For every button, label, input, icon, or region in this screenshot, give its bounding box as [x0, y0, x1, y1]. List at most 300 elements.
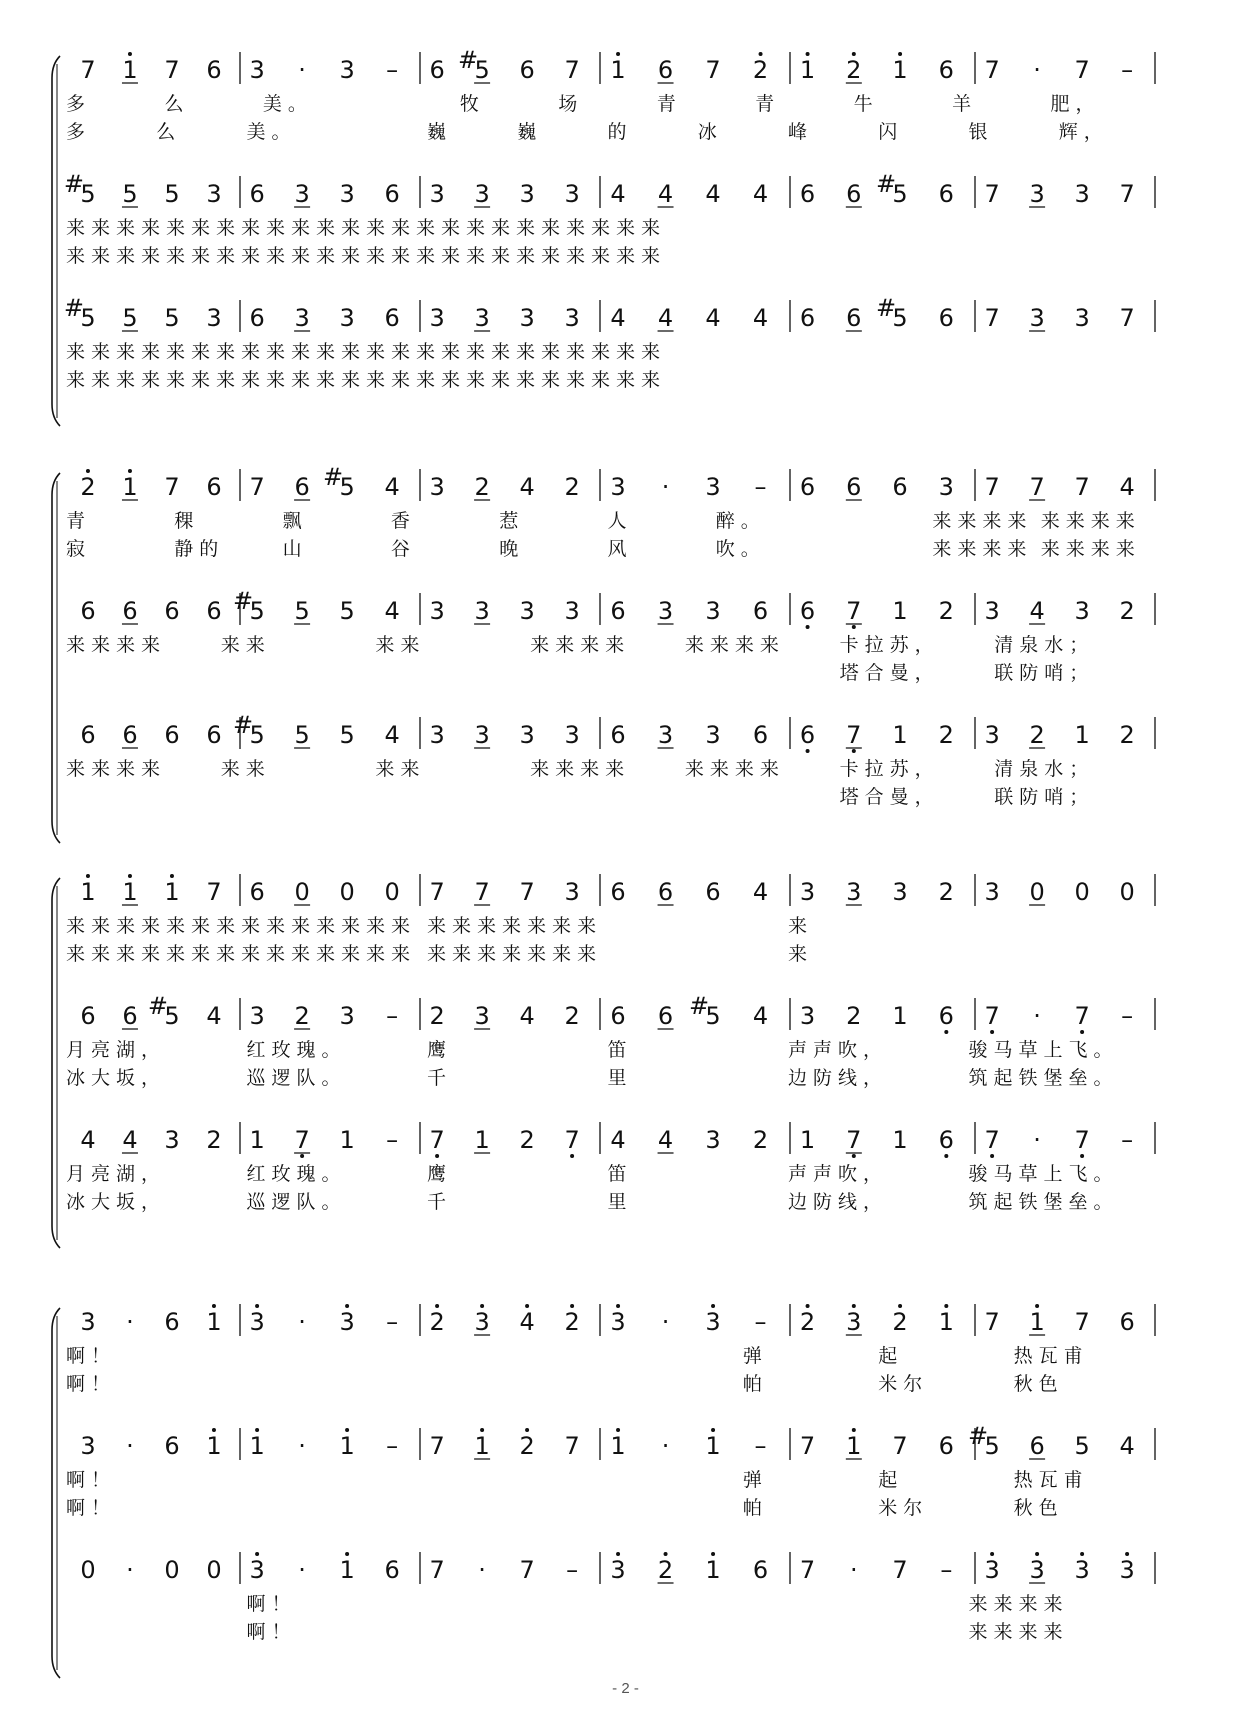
octave-up-dot: [711, 1304, 715, 1308]
lyric-text: 声声吹，: [788, 1039, 889, 1061]
lyric-text: 肥，: [1050, 93, 1101, 115]
octave-down-dot: [852, 625, 856, 629]
note: 2: [80, 473, 96, 501]
note: 3: [657, 597, 674, 625]
note: 2: [519, 1126, 535, 1154]
note: 6: [384, 1556, 400, 1584]
note: 4: [519, 1002, 535, 1030]
note: 6: [752, 597, 769, 625]
octave-up-dot: [1035, 1552, 1039, 1556]
note: 5: [164, 180, 180, 208]
note: 7: [705, 56, 721, 84]
note: 1: [474, 1432, 490, 1460]
note: 7: [892, 1432, 908, 1460]
lyric-text: 里: [607, 1191, 633, 1213]
octave-up-dot: [1080, 1552, 1084, 1556]
note: 2: [429, 1002, 445, 1030]
lyric-text: 来来来来: [932, 538, 1033, 560]
sharp-sign: #: [233, 587, 254, 615]
note: 6: [657, 878, 674, 906]
lyric-text: 来来: [375, 634, 426, 656]
note: 6: [846, 304, 862, 332]
lyric-text: 来来来来: [530, 758, 631, 780]
note: ·: [478, 1556, 486, 1584]
lyric-text: 啊！: [66, 1469, 117, 1491]
octave-down-dot: [852, 749, 856, 753]
note: 6: [80, 597, 96, 625]
lyric-text: 来来: [220, 758, 271, 780]
note: 3: [339, 180, 355, 208]
note: 7: [519, 1556, 535, 1584]
octave-up-dot: [128, 469, 132, 473]
note: 3: [206, 304, 222, 332]
note: 3: [249, 1308, 265, 1336]
note: 3: [984, 597, 1000, 625]
note: 3: [564, 597, 580, 625]
note: 7: [429, 1432, 445, 1460]
sharp-sign: #: [63, 170, 85, 198]
note: 6: [799, 721, 816, 749]
octave-down-dot: [806, 625, 810, 629]
note: 3: [519, 597, 535, 625]
octave-up-dot: [990, 1552, 994, 1556]
note: 7: [1074, 1126, 1090, 1154]
note: 3: [294, 304, 310, 332]
lyric-text: 寂: [66, 538, 92, 560]
note: ·: [850, 1556, 858, 1584]
octave-down-dot: [806, 749, 810, 753]
note: 0: [384, 878, 400, 906]
lyric-text: 筑起铁堡垒。: [968, 1067, 1119, 1089]
octave-up-dot: [525, 1428, 529, 1432]
note: 3: [1074, 180, 1090, 208]
lyric-text: 笛: [607, 1039, 633, 1061]
note: 4: [610, 304, 626, 332]
note: 3: [164, 1126, 180, 1154]
lyric-text: 人: [607, 510, 633, 532]
note: 6: [164, 721, 180, 749]
note: 1: [892, 721, 908, 749]
note: 4: [384, 721, 400, 749]
note: 3: [610, 1556, 626, 1584]
lyric-text: 冰大坂，: [66, 1191, 167, 1213]
lyric-text: 啊！: [66, 1497, 117, 1519]
note: 7: [564, 1126, 580, 1154]
lyric-text: 清泉水；: [994, 634, 1095, 656]
lyric-text: 米尔: [878, 1373, 929, 1395]
note: 3: [1074, 597, 1090, 625]
note: 6: [294, 473, 310, 501]
note: –: [754, 1432, 767, 1460]
page-number: - 2 -: [612, 1680, 639, 1697]
note: 5: [339, 721, 355, 749]
note: 6: [206, 721, 222, 749]
note: 3: [984, 1556, 1000, 1584]
note: 7: [164, 473, 180, 501]
lyric-text: 骏马草上飞。: [968, 1039, 1119, 1061]
note: 2: [938, 597, 954, 625]
note: 3: [474, 1308, 490, 1336]
lyric-text: 来来来来: [66, 634, 167, 656]
note: ·: [1033, 56, 1041, 84]
note: 2: [846, 1002, 862, 1030]
note: 4: [519, 473, 535, 501]
lyric-text: 起: [878, 1469, 904, 1491]
note: 5: [294, 721, 310, 749]
note: 2: [206, 1126, 222, 1154]
note: 1: [610, 56, 626, 84]
note: 7: [846, 597, 862, 625]
note: 5: [80, 180, 96, 208]
note: 6: [846, 180, 862, 208]
note: 6: [429, 56, 445, 84]
note: 6: [799, 180, 816, 208]
note: 0: [1074, 878, 1090, 906]
lyric-text: 来来来来来来来来来来来来来来来来来来来来来来来来: [66, 217, 667, 239]
note: ·: [661, 1308, 670, 1336]
note: 6: [752, 1556, 769, 1584]
note: 1: [892, 597, 908, 625]
note: 4: [705, 180, 721, 208]
note: 2: [1119, 597, 1135, 625]
lyric-text: 静的: [174, 538, 225, 560]
note: 3: [339, 1308, 355, 1336]
note: 3: [206, 180, 222, 208]
note: 3: [564, 721, 580, 749]
lyric-text: 稞: [174, 510, 200, 532]
lyric-text: 千: [427, 1191, 453, 1213]
note: 5: [80, 304, 96, 332]
note: 0: [164, 1556, 180, 1584]
note: 3: [519, 304, 535, 332]
note: 1: [122, 473, 138, 501]
octave-up-dot: [128, 52, 132, 56]
note: 5: [339, 473, 355, 501]
note: 7: [429, 878, 445, 906]
note: ·: [661, 1432, 670, 1460]
lyric-text: 弹: [742, 1345, 768, 1367]
octave-up-dot: [86, 874, 90, 878]
octave-down-dot: [435, 1154, 439, 1158]
note: –: [386, 1432, 399, 1460]
note: 1: [892, 1126, 908, 1154]
note: 1: [1029, 1308, 1045, 1336]
sharp-sign: #: [876, 294, 897, 322]
note: –: [940, 1556, 953, 1584]
note: 7: [984, 180, 1000, 208]
note: 2: [474, 473, 490, 501]
octave-up-dot: [664, 1552, 668, 1556]
note: 4: [1119, 473, 1135, 501]
note: 6: [610, 878, 626, 906]
note: 1: [122, 56, 138, 84]
note: 4: [1119, 1432, 1135, 1460]
lyric-text: 边防线，: [788, 1067, 889, 1089]
lyric-text: 红玫瑰。: [246, 1163, 347, 1185]
octave-up-dot: [616, 52, 620, 56]
note: 3: [80, 1432, 96, 1460]
note: 6: [799, 304, 816, 332]
lyric-text: 起: [878, 1345, 904, 1367]
note: 2: [657, 1556, 674, 1584]
system-bracket: [52, 1308, 60, 1678]
octave-down-dot: [944, 1030, 948, 1034]
note: 3: [799, 1002, 816, 1030]
note: ·: [661, 473, 670, 501]
lyric-text: 帕: [742, 1497, 768, 1519]
octave-up-dot: [570, 1304, 574, 1308]
note: 2: [938, 878, 954, 906]
note: 3: [705, 721, 721, 749]
note: 6: [610, 597, 626, 625]
note: 6: [657, 1002, 674, 1030]
lyric-text: 月亮湖，: [66, 1163, 167, 1185]
note: 6: [80, 1002, 96, 1030]
octave-up-dot: [852, 52, 856, 56]
lyric-text: 来来来来来来来来来来来来来来: [66, 943, 417, 965]
note: 2: [799, 1308, 816, 1336]
note: 6: [799, 597, 816, 625]
note: 3: [429, 473, 445, 501]
note: 3: [474, 1002, 490, 1030]
note: 7: [799, 1556, 816, 1584]
octave-up-dot: [212, 1304, 216, 1308]
note: ·: [298, 1308, 306, 1336]
note: –: [1121, 1126, 1134, 1154]
note: 7: [294, 1126, 310, 1154]
note: 3: [1029, 1556, 1045, 1584]
note: 6: [164, 597, 180, 625]
note: 6: [80, 721, 96, 749]
sharp-sign: #: [968, 1422, 989, 1450]
note: 3: [1029, 180, 1045, 208]
note: 7: [1119, 304, 1135, 332]
note: 7: [80, 56, 96, 84]
note: 6: [938, 56, 954, 84]
note: 7: [429, 1556, 445, 1584]
lyric-text: 青: [66, 510, 92, 532]
note: 3: [474, 304, 490, 332]
note: 5: [984, 1432, 1000, 1460]
lyric-text: 美。: [262, 93, 313, 115]
lyric-text: 来来来来: [968, 1621, 1069, 1643]
note: 7: [429, 1126, 445, 1154]
lyric-text: 来: [788, 943, 814, 965]
note: 3: [339, 304, 355, 332]
note: –: [386, 56, 399, 84]
lyric-text: 来来来来来来来来来来来来来来来来来来来来来来来来: [66, 245, 667, 267]
note: 7: [474, 878, 490, 906]
note: 1: [799, 56, 816, 84]
note: 6: [122, 721, 138, 749]
note: 6: [206, 56, 222, 84]
octave-up-dot: [525, 1304, 529, 1308]
note: 6: [846, 473, 862, 501]
note: 5: [339, 597, 355, 625]
note: –: [754, 473, 767, 501]
system-bracket: [52, 56, 60, 426]
note: 7: [984, 1308, 1000, 1336]
note: ·: [298, 56, 306, 84]
lyric-text: 银: [968, 121, 994, 143]
note: 3: [984, 878, 1000, 906]
note: 3: [705, 597, 721, 625]
note: 6: [938, 1002, 954, 1030]
lyric-text: 的: [607, 121, 633, 143]
sharp-sign: #: [458, 46, 479, 74]
octave-up-dot: [345, 1304, 349, 1308]
note: 0: [294, 878, 310, 906]
note: 2: [938, 721, 954, 749]
note: 4: [206, 1002, 222, 1030]
note: 1: [1074, 721, 1090, 749]
note: 3: [294, 180, 310, 208]
octave-up-dot: [1125, 1552, 1129, 1556]
note: 3: [429, 180, 445, 208]
lyric-text: 声声吹，: [788, 1163, 889, 1185]
note: 3: [657, 721, 674, 749]
note: 0: [80, 1556, 96, 1584]
note: 5: [164, 304, 180, 332]
lyric-text: 边防线，: [788, 1191, 889, 1213]
note: 3: [429, 597, 445, 625]
note: 7: [564, 1432, 580, 1460]
note: 1: [474, 1126, 490, 1154]
note: 1: [938, 1308, 954, 1336]
note: 7: [1029, 473, 1045, 501]
note: 3: [892, 878, 908, 906]
note: 6: [164, 1308, 180, 1336]
lyric-text: 来来来来: [684, 634, 785, 656]
note: 3: [519, 180, 535, 208]
lyric-text: 多: [66, 121, 92, 143]
lyric-text: 月亮湖，: [66, 1039, 167, 1061]
note: –: [1121, 56, 1134, 84]
lyric-text: 来来来来来来来来来来来来来来来来来来来来来来来来: [66, 369, 667, 391]
octave-up-dot: [345, 1552, 349, 1556]
lyric-text: 里: [607, 1067, 633, 1089]
note: 3: [339, 1002, 355, 1030]
octave-up-dot: [170, 874, 174, 878]
octave-up-dot: [616, 1304, 620, 1308]
note: 1: [799, 1126, 816, 1154]
note: 7: [1119, 180, 1135, 208]
sharp-sign: #: [688, 992, 710, 1020]
note: ·: [1033, 1126, 1041, 1154]
note: 7: [1074, 1002, 1090, 1030]
note: 1: [846, 1432, 862, 1460]
note: –: [754, 1308, 767, 1336]
note: 6: [657, 56, 674, 84]
octave-up-dot: [435, 1304, 439, 1308]
octave-down-dot: [570, 1154, 574, 1158]
note: 0: [1029, 878, 1045, 906]
note: 5: [164, 1002, 180, 1030]
octave-up-dot: [806, 52, 810, 56]
note: 6: [938, 1432, 954, 1460]
note: 2: [564, 1002, 580, 1030]
note: 3: [564, 878, 580, 906]
note: ·: [298, 1556, 306, 1584]
note: 3: [846, 878, 862, 906]
lyric-text: 山: [282, 538, 308, 560]
lyric-text: 帕: [742, 1373, 768, 1395]
note: 3: [564, 304, 580, 332]
note: 3: [429, 304, 445, 332]
note: 6: [384, 304, 400, 332]
octave-up-dot: [255, 1552, 259, 1556]
lyric-text: 啊！: [66, 1373, 117, 1395]
octave-up-dot: [345, 1428, 349, 1432]
octave-up-dot: [255, 1304, 259, 1308]
lyric-text: 冰: [697, 121, 723, 143]
octave-up-dot: [944, 1304, 948, 1308]
lyric-text: 筑起铁堡垒。: [968, 1191, 1119, 1213]
note: 7: [564, 56, 580, 84]
note: 2: [752, 1126, 769, 1154]
lyric-text: 青: [755, 93, 781, 115]
note: 3: [705, 1308, 721, 1336]
note: 6: [1119, 1308, 1135, 1336]
note: 6: [610, 1002, 626, 1030]
note: 1: [892, 56, 908, 84]
note: 6: [1029, 1432, 1045, 1460]
lyric-text: 惹: [499, 510, 525, 532]
note: 5: [474, 56, 490, 84]
lyric-text: 冰大坂，: [66, 1067, 167, 1089]
note: 6: [938, 304, 954, 332]
note: –: [386, 1126, 399, 1154]
note: 5: [892, 180, 908, 208]
note: 7: [519, 878, 535, 906]
lyric-text: 清泉水；: [994, 758, 1095, 780]
note: ·: [126, 1308, 134, 1336]
note: 1: [339, 1556, 355, 1584]
note: 1: [249, 1126, 265, 1154]
lyric-text: 来来: [375, 758, 426, 780]
note: 1: [249, 1432, 265, 1460]
note: 1: [80, 878, 96, 906]
octave-up-dot: [212, 1428, 216, 1432]
note: 7: [249, 473, 265, 501]
sharp-sign: #: [323, 463, 344, 491]
note: 3: [1074, 304, 1090, 332]
note: 3: [249, 1556, 265, 1584]
note: 3: [984, 721, 1000, 749]
lyric-text: 来来来来: [684, 758, 785, 780]
octave-down-dot: [990, 1154, 994, 1158]
note: 5: [1074, 1432, 1090, 1460]
note: 7: [1074, 56, 1090, 84]
note: 7: [892, 1556, 908, 1584]
note: 4: [80, 1126, 96, 1154]
note: 6: [164, 1432, 180, 1460]
octave-down-dot: [300, 1154, 304, 1158]
octave-up-dot: [616, 1552, 620, 1556]
lyric-text: 巡逻队。: [246, 1191, 347, 1213]
note: 3: [564, 180, 580, 208]
octave-up-dot: [128, 874, 132, 878]
lyric-text: 巡逻队。: [246, 1067, 347, 1089]
lyric-text: 牧: [459, 93, 485, 115]
note: 6: [122, 1002, 138, 1030]
lyric-text: 么: [164, 93, 190, 115]
octave-up-dot: [86, 469, 90, 473]
lyric-text: 辉，: [1058, 121, 1109, 143]
octave-up-dot: [616, 1428, 620, 1432]
note: 6: [249, 878, 265, 906]
note: 5: [294, 597, 310, 625]
